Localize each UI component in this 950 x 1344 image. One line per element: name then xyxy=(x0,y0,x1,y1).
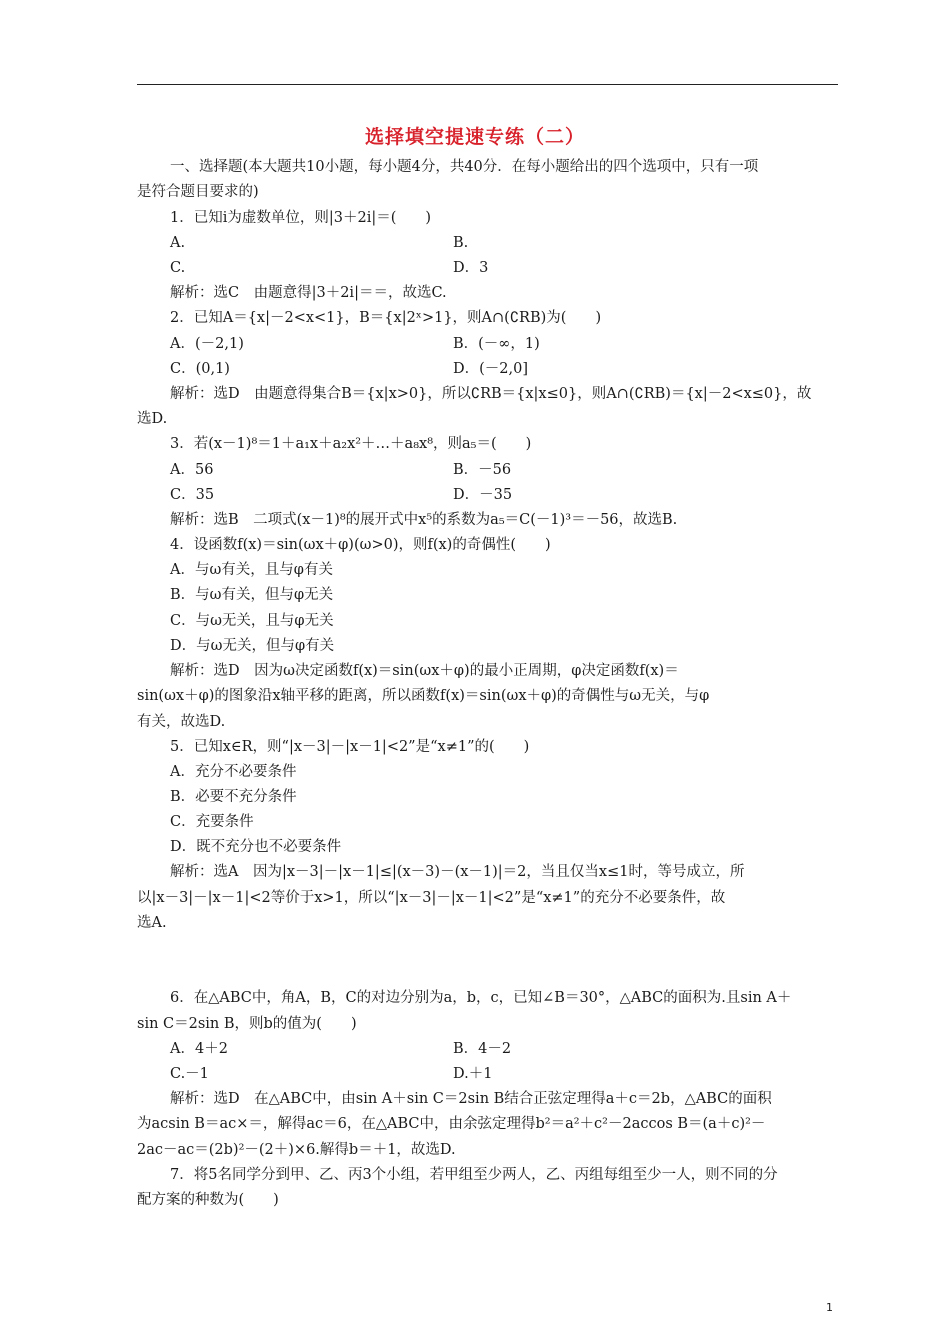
text-line: 为acsin B＝ac×＝，解得ac＝6，在△ABC中，由余弦定理得b²＝a²＋c²－2accos B＝(a＋c)²－ xyxy=(137,1116,766,1132)
text-line: C．充要条件 xyxy=(170,814,254,830)
text-line: D．－35 xyxy=(453,487,513,503)
text-line: B．与ω有关，但与φ无关 xyxy=(170,587,334,603)
text-line: 一、选择题(本大题共10小题，每小题4分，共40分．在每小题给出的四个选项中，只有一项 xyxy=(170,159,759,175)
text-line: B．必要不充分条件 xyxy=(170,789,297,805)
text-line: 6．在△ABC中，角A，B，C的对边分别为a，b，c，已知∠B＝30°，△ABC的面积为.且sin A＋ xyxy=(170,990,792,1006)
text-line: D．与ω无关，但与φ有关 xyxy=(170,638,335,654)
text-line: C．(0,1) xyxy=(170,361,230,377)
page-number: 1 xyxy=(826,1301,833,1314)
text-line: D．既不充分也不必要条件 xyxy=(170,839,342,855)
text-line: 解析：选C 由题意得|3＋2i|＝＝，故选C. xyxy=(170,285,447,301)
text-line: A．充分不必要条件 xyxy=(170,764,297,780)
text-line: B．－56 xyxy=(453,462,512,478)
text-line: 有关，故选D. xyxy=(137,714,226,730)
text-line: sin(ωx＋φ)的图象沿x轴平移的距离，所以函数f(x)＝sin(ωx＋φ)的奇偶性与ω无关，与φ xyxy=(137,688,710,704)
text-line: C．35 xyxy=(170,487,215,503)
text-line: 解析：选D 由题意得集合B＝{x|x>0}，所以∁RB＝{x|x≤0}，则A∩(∁RB)＝{x|－2<x≤0}，故 xyxy=(170,386,812,402)
text-line: 解析：选A 因为|x－3|－|x－1|≤|(x－3)－(x－1)|＝2，当且仅当x≤1时，等号成立，所 xyxy=(170,864,745,880)
page-title: 选择填空提速专练（二） xyxy=(364,126,585,148)
text-line: A．4＋2 xyxy=(170,1041,228,1057)
text-line: 配方案的种数为( ) xyxy=(137,1192,279,1208)
text-line: 3．若(x－1)⁸＝1＋a₁x＋a₂x²＋…＋a₈x⁸，则a₅＝( ) xyxy=(170,436,532,452)
text-line: C.－1 xyxy=(170,1066,209,1082)
text-line: A．56 xyxy=(170,462,214,478)
text-line: 7．将5名同学分到甲、乙、丙3个小组，若甲组至少两人，乙、丙组每组至少一人，则不同的分 xyxy=(170,1167,778,1183)
text-line: D．(－2,0] xyxy=(453,361,528,377)
text-line: 以|x－3|－|x－1|<2等价于x>1，所以“|x－3|－|x－1|<2”是“x≠1”的充分不必要条件，故 xyxy=(137,890,726,906)
text-line: C. xyxy=(170,260,186,276)
text-line: B. xyxy=(453,235,469,251)
header-rule xyxy=(137,84,838,85)
text-line: 2ac－ac＝(2b)²－(2＋)×6.解得b＝＋1，故选D. xyxy=(137,1142,456,1158)
text-line: 选A. xyxy=(137,915,167,931)
text-line: 1．已知i为虚数单位，则|3＋2i|＝( ) xyxy=(170,210,432,226)
text-line: 解析：选D 在△ABC中，由sin A＋sin C＝2sin B结合正弦定理得a＋c＝2b，△ABC的面积 xyxy=(170,1091,772,1107)
text-line: sin C＝2sin B，则b的值为( ) xyxy=(137,1016,357,1032)
text-line: 2．已知A＝{x|－2<x<1}，B＝{x|2ˣ>1}，则A∩(∁RB)为( ) xyxy=(170,310,602,326)
text-line: A．(－2,1) xyxy=(170,336,244,352)
text-line: C．与ω无关，且与φ无关 xyxy=(170,613,334,629)
text-line: 5．已知x∈R，则“|x－3|－|x－1|<2”是“x≠1”的( ) xyxy=(170,739,530,755)
text-line: 4．设函数f(x)＝sin(ωx＋φ)(ω>0)，则f(x)的奇偶性( ) xyxy=(170,537,551,553)
text-line: A．与ω有关，且与φ有关 xyxy=(170,562,333,578)
text-line: 选D. xyxy=(137,411,168,427)
text-line: A. xyxy=(170,235,186,251)
text-line: 解析：选D 因为ω决定函数f(x)＝sin(ωx＋φ)的最小正周期，φ决定函数f(x)＝ xyxy=(170,663,679,679)
text-line: B．4－2 xyxy=(453,1041,512,1057)
text-line: 是符合题目要求的) xyxy=(137,184,259,200)
text-line: D．3 xyxy=(453,260,489,276)
text-line: B．(－∞，1) xyxy=(453,336,540,352)
text-line: D.＋1 xyxy=(453,1066,493,1082)
text-line: 解析：选B 二项式(x－1)⁸的展开式中x⁵的系数为a₅＝C(－1)³＝－56，故选B. xyxy=(170,512,678,528)
